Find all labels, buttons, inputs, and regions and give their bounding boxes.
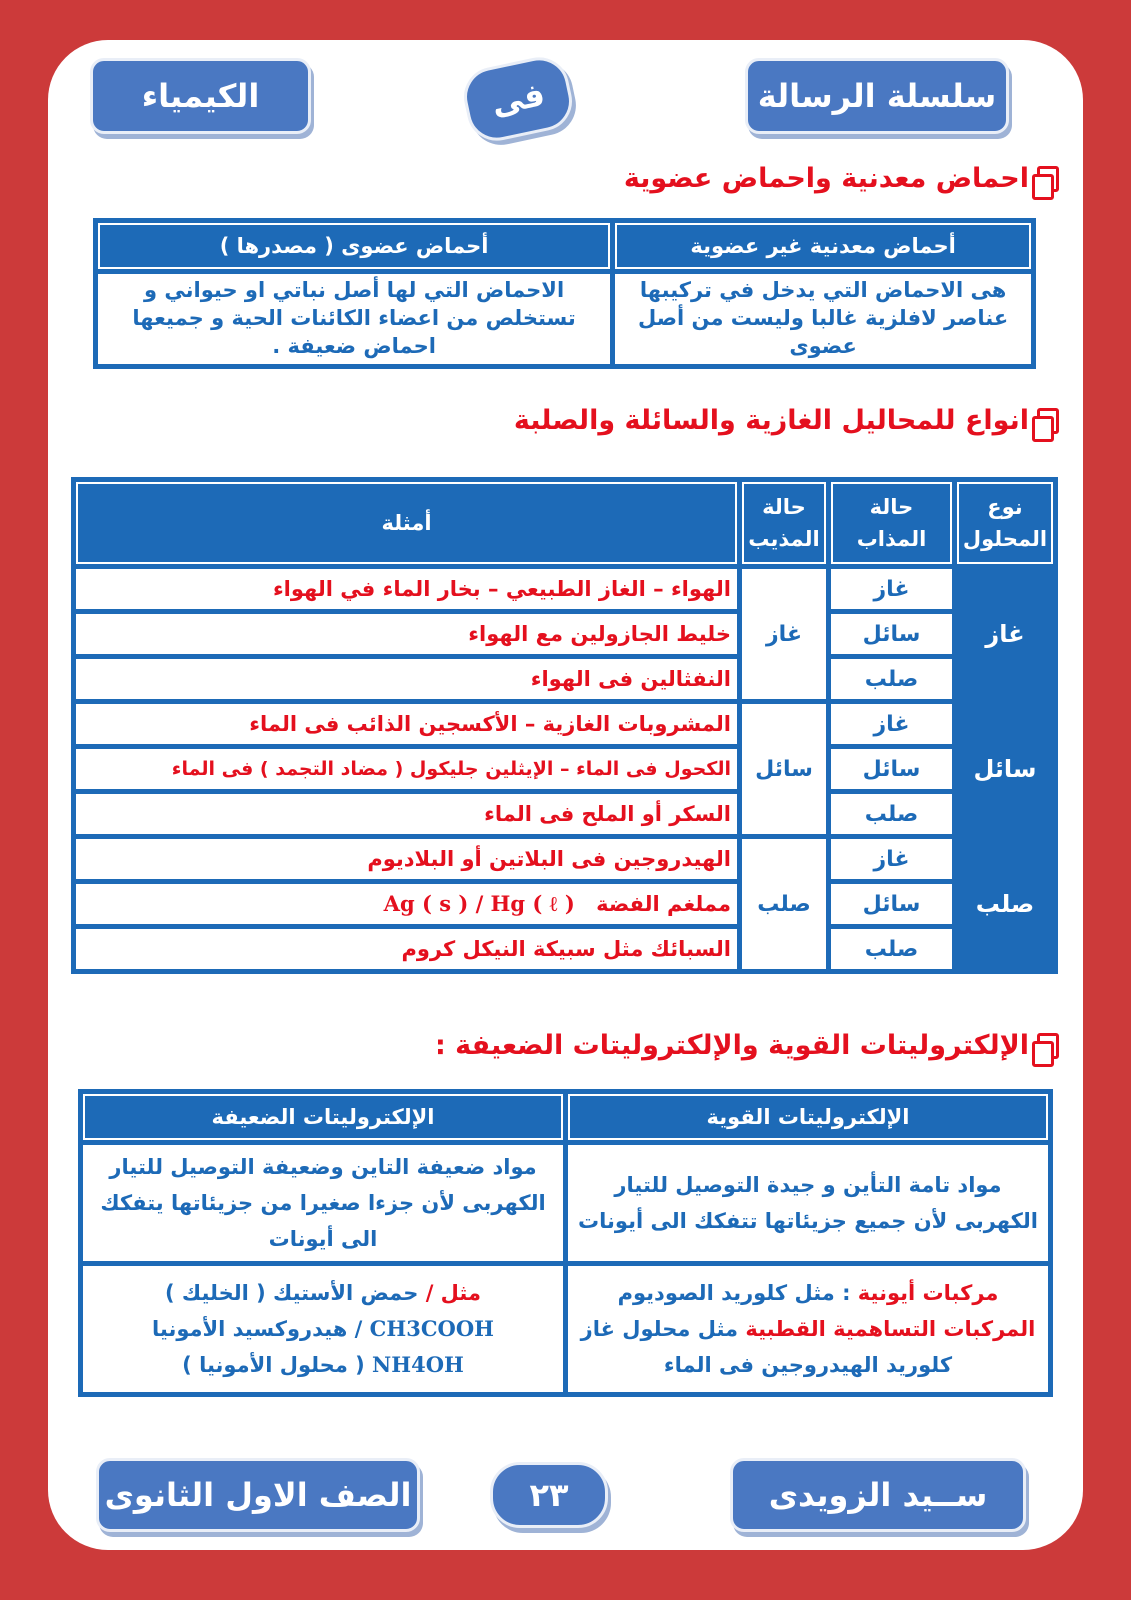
solution-type-cell: غاز [957,569,1053,699]
header-solvent-state: حالة المذيب [742,482,826,564]
header-solute-state: حالة المذاب [831,482,952,564]
section2-heading [514,405,1059,436]
solutions-table [71,477,1058,974]
solute-cell: غاز [831,569,952,609]
mineral-definition: هى الاحماض التي يدخل في تركيبها عناصر لافلزية غالبا وليست من أصل عضوى [615,274,1031,364]
section3-title: الإلكتروليتات القوية والإلكتروليتات الضعيفة : [434,1030,1029,1061]
grade-badge [96,1458,420,1532]
section3-heading [435,1030,1059,1061]
grade-label: الصف الاول الثانوى [104,1476,412,1514]
weak-examples [83,1266,563,1392]
acetic-acid-formula: CH3COOH [369,1316,494,1341]
solution-type-cell: صلب [957,839,1053,969]
solute-cell: سائل [831,884,952,924]
example-cell: النفثالين فى الهواء [76,659,737,699]
header-examples: أمثلة [76,482,737,564]
col-mineral-header: أحماض معدنية غير عضوية [615,223,1031,269]
example-cell [76,884,737,924]
amalgam-text: مملغم الفضة [596,892,731,916]
example-cell: الهواء – الغاز الطبيعي – بخار الماء في الهواء [76,569,737,609]
document-icon [1037,166,1059,192]
subject-title: الكيمياء [141,77,260,115]
subject-badge [90,58,311,134]
solvent-cell: صلب [742,839,826,969]
weak-definition: مواد ضعيفة التاين وضعيفة التوصيل للتيار الكهربى لأن جزءا صغيرا من جزيئاتها يتفكك الى أيونات [83,1145,563,1261]
series-title: سلسلة الرسالة [757,77,997,115]
example-cell: الكحول فى الماء – الإيثلين جليكول ( مضاد التجمد ) فى الماء [76,749,737,789]
ammonia-solution-text: ( محلول الأمونيا ) [182,1353,365,1377]
header-solution-type: نوع المحلول [957,482,1053,564]
col-weak-header: الإلكتروليتات الضعيفة [83,1094,563,1140]
section1-title: احماض معدنية واحماض عضوية [623,163,1029,194]
fi-text: فى [487,74,549,124]
solute-cell: غاز [831,839,952,879]
document-icon [1037,408,1059,434]
col-organic-header: أحماض عضوى ( مصدرها ) [98,223,610,269]
ammonium-hydroxide-formula: NH4OH [372,1352,464,1377]
organic-definition: الاحماض التي لها أصل نباتي او حيواني و تستخلص من اعضاء الكائنات الحية و جميعها احماض ضعيفة . [98,274,610,364]
solvent-cell: غاز [742,569,826,699]
example-cell: خليط الجازولين مع الهواء [76,614,737,654]
section2-title: انواع للمحاليل الغازية والسائلة والصلبة [513,405,1029,436]
solute-cell: سائل [831,749,952,789]
series-badge [745,58,1009,134]
ionic-label: مركبات أيونية [857,1281,999,1305]
example-cell: الهيدروجين فى البلاتين أو البلاديوم [76,839,737,879]
ionic-example: : مثل كلوريد الصوديوم [617,1281,851,1305]
polar-covalent-example: مثل محلول غاز كلوريد الهيدروجين فى الماء [580,1317,953,1377]
amalgam-formula: Ag ( s ) / Hg ( ℓ ) [383,891,575,916]
acetic-acid-text: حمض الأستيك ( الخليك ) [164,1281,419,1305]
example-cell: المشروبات الغازية – الأكسجين الذائب فى الماء [76,704,737,744]
solution-type-cell: سائل [957,704,1053,834]
strong-definition: مواد تامة التأين و جيدة التوصيل للتيار الكهربى لأن جميع جزيئاتها تتفكك الى أيونات [568,1145,1048,1261]
col-strong-header: الإلكتروليتات القوية [568,1094,1048,1140]
solute-cell: سائل [831,614,952,654]
example-cell: السكر أو الملح فى الماء [76,794,737,834]
document-icon [1037,1033,1059,1059]
solvent-cell: سائل [742,704,826,834]
solute-cell: صلب [831,929,952,969]
ammonium-hydroxide-text: / هيدروكسيد الأمونيا [152,1317,363,1341]
example-label: مثل / [425,1281,482,1305]
solute-cell: غاز [831,704,952,744]
page-number-badge [490,1462,608,1528]
electrolytes-table [78,1089,1053,1397]
solute-cell: صلب [831,794,952,834]
example-cell: السبائك مثل سبيكة النيكل كروم [76,929,737,969]
page-number: ٢٣ [529,1476,569,1514]
author-name: ســيد الزويدى [768,1476,988,1514]
author-badge [730,1458,1026,1532]
strong-examples [568,1266,1048,1392]
polar-covalent-label: المركبات التساهمية القطبية [745,1317,1036,1341]
section1-heading [624,163,1059,194]
acids-table [93,218,1036,369]
solute-cell: صلب [831,659,952,699]
